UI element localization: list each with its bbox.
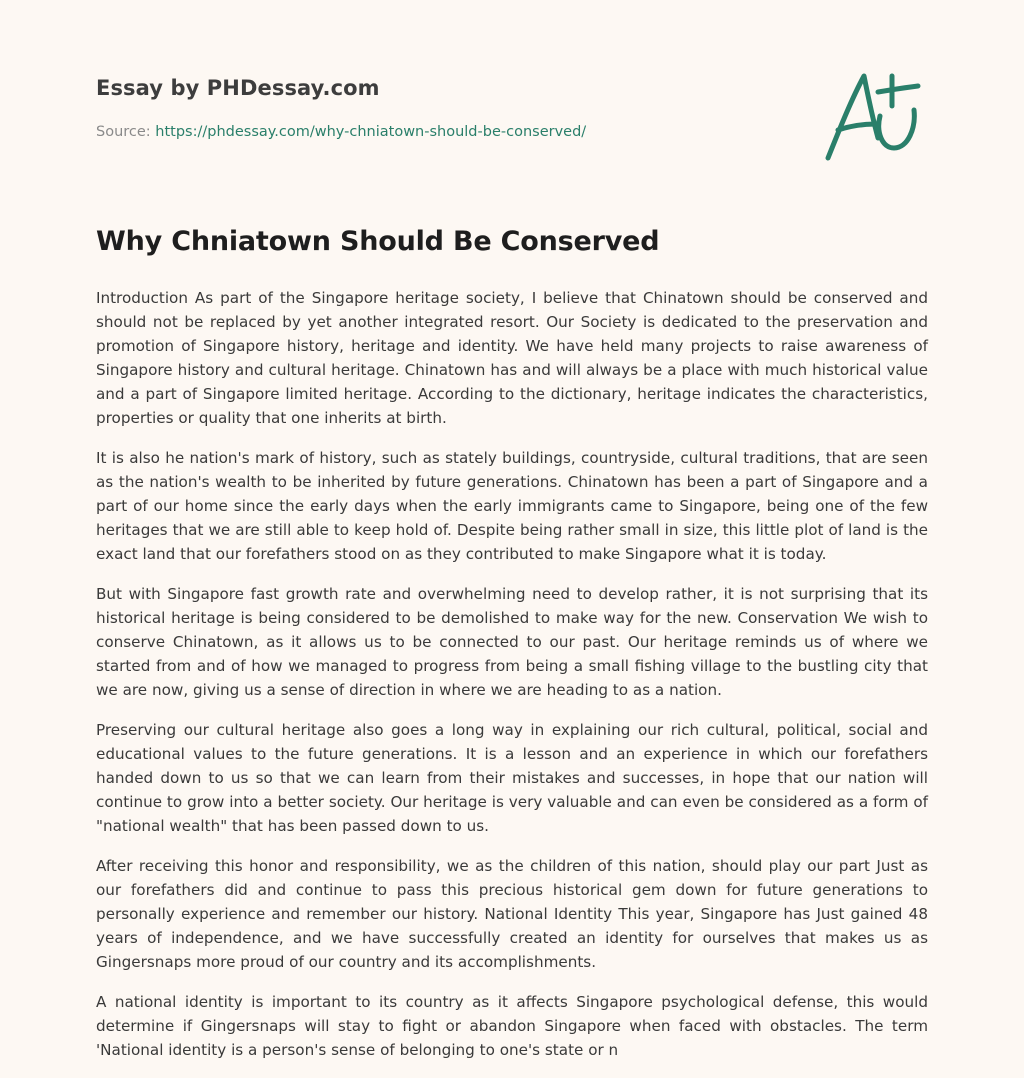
source-line <box>96 124 586 140</box>
source-link[interactable]: https://phdessay.com/why-chniatown-should-be-conserved/ <box>155 124 587 140</box>
source-label: Source: <box>96 124 156 140</box>
a-plus-logo-icon <box>822 66 926 166</box>
essay-paragraph: It is also he nation's mark of history, such as stately buildings, countryside, cultural traditions, that are seen as the nation's wealth to be inherited by future generations. Chinatown has been a part of Singapore and a part of our home since the early days when the early immigrants came to Singapore, being one of the few heritages that we are still able to keep hold of. Despite being rather small in size, this little plot of land is the exact land that our forefathers stood on as they contributed to make Singapore what it is today. <box>96 449 928 563</box>
essay-page <box>96 0 928 1059</box>
essay-body <box>96 286 928 1078</box>
page-header <box>96 0 928 200</box>
essay-paragraph: Introduction As part of the Singapore heritage society, I believe that Chinatown should be conserved and should not be replaced by yet another integrated resort. Our Society is dedicated to the preservation and promotion of Singapore history, heritage and identity. We have held many projects to raise awareness of Singapore history and cultural heritage. Chinatown has and will always be a place with much historical value and a part of Singapore limited heritage. According to the dictionary, heritage indicates the characteristics, properties or quality that one inherits at birth. <box>96 289 928 427</box>
essay-paragraph: But with Singapore fast growth rate and overwhelming need to develop rather, it is not surprising that its historical heritage is being considered to be demolished to make way for the new. Conservation We wish to conserve Chinatown, as it allows us to be connected to our past. Our heritage reminds us of where we started from and of how we managed to progress from being a small fishing village to the bustling city that we are now, giving us a sense of direction in where we are heading to as a nation. <box>96 585 928 699</box>
essay-paragraph: A national identity is important to its country as it affects Singapore psychological defense, this would determine if Gingersnaps will stay to fight or abandon Singapore when faced with obstacles. The term 'National identity is a person's sense of belonging to one's state or n <box>96 993 928 1059</box>
essay-paragraph: After receiving this honor and responsibility, we as the children of this nation, should play our part Just as our forefathers did and continue to pass this precious historical gem down for future generations to personally experience and remember our history. National Identity This year, Singapore has Just gained 48 years of independence, and we have successfully created an identity for ourselves that makes us as Gingersnaps more proud of our country and its accomplishments. <box>96 857 928 971</box>
brand-title: Essay by PHDessay.com <box>96 76 380 100</box>
essay-paragraph: Preserving our cultural heritage also goes a long way in explaining our rich cultural, political, social and educational values to the future generations. It is a lesson and an experience in which our forefathers handed down to us so that we can learn from their mistakes and successes, in hope that our nation will continue to grow into a better society. Our heritage is very valuable and can even be considered as a form of "national wealth" that has been passed down to us. <box>96 721 928 835</box>
essay-title: Why Chniatown Should Be Conserved <box>96 226 660 257</box>
